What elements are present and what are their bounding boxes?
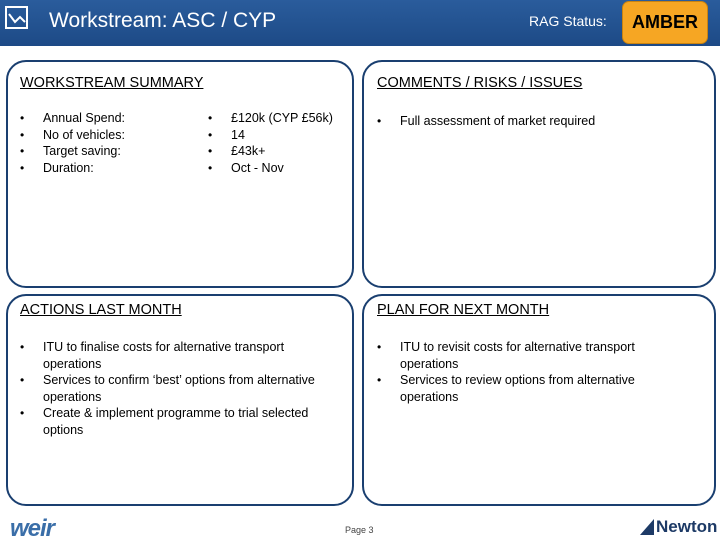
- summary-label: • No of vehicles:: [20, 127, 200, 144]
- list-item: • ITU to finalise costs for alternative transport operations: [20, 339, 338, 372]
- newton-arrow-icon: [640, 519, 654, 535]
- summary-label: • Annual Spend:: [20, 110, 200, 127]
- list-item: • Services to review options from alternative operations: [377, 372, 677, 405]
- comments-panel: [362, 60, 716, 288]
- list-item: • ITU to revisit costs for alternative transport operations: [377, 339, 677, 372]
- summary-label: • Target saving:: [20, 143, 200, 160]
- summary-value-list: [208, 110, 348, 176]
- comments-title: COMMENTS / RISKS / ISSUES: [377, 75, 583, 91]
- chart-icon: [5, 6, 28, 29]
- page-title: Workstream: ASC / CYP: [49, 9, 277, 32]
- summary-value: • Oct - Nov: [208, 160, 348, 177]
- comments-list: [377, 113, 697, 130]
- summary-label: • Duration:: [20, 160, 200, 177]
- summary-title: WORKSTREAM SUMMARY: [20, 75, 204, 91]
- newton-logo-text: Newton: [656, 517, 718, 536]
- summary-value: • £120k (CYP £56k): [208, 110, 348, 127]
- weir-logo: weir: [10, 515, 55, 542]
- list-item: • Create & implement programme to trial selected options: [20, 405, 338, 438]
- rag-status-label: RAG Status:: [529, 13, 607, 29]
- header-bar: [0, 0, 720, 46]
- plan-list: [377, 339, 677, 405]
- actions-title: ACTIONS LAST MONTH: [20, 302, 182, 318]
- summary-label-list: [20, 110, 200, 176]
- summary-value: • £43k+: [208, 143, 348, 160]
- summary-value: • 14: [208, 127, 348, 144]
- page-number: Page 3: [345, 525, 374, 535]
- list-item: • Services to confirm ‘best’ options from alternative operations: [20, 372, 338, 405]
- rag-status-badge: AMBER: [622, 1, 708, 44]
- plan-title: PLAN FOR NEXT MONTH: [377, 302, 550, 318]
- newton-logo: [640, 517, 717, 537]
- actions-list: [20, 339, 338, 438]
- list-item: • Full assessment of market required: [377, 113, 697, 130]
